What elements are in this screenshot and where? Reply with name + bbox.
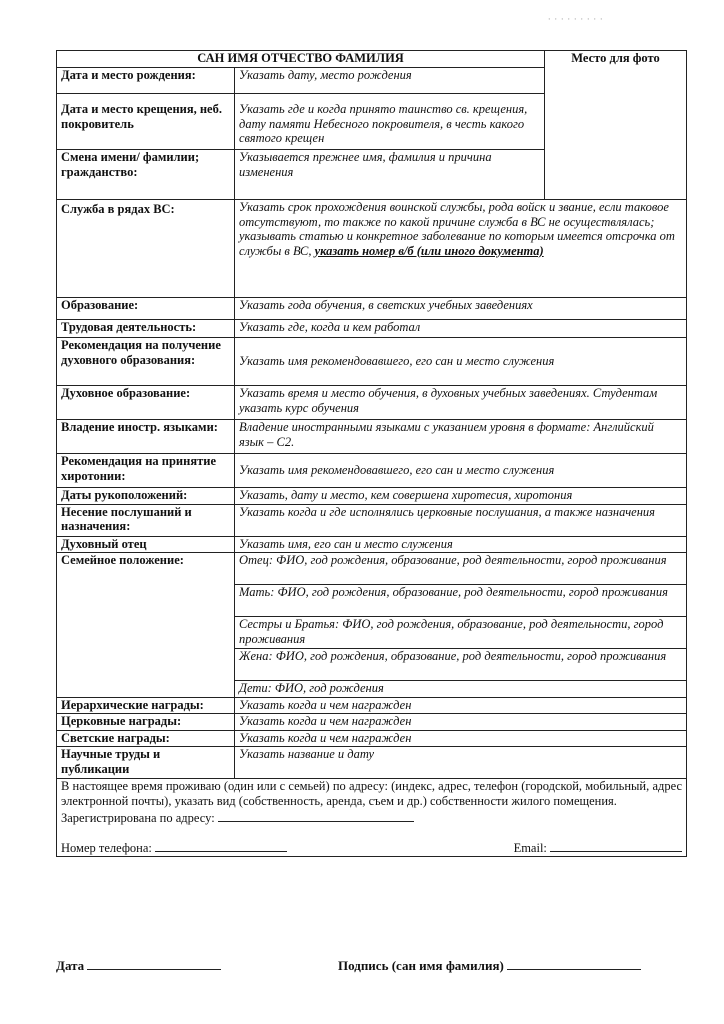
signature-group xyxy=(338,958,641,974)
ordination-dates-label: Даты рукоположений: xyxy=(57,488,235,505)
recommendation-value: Указать имя рекомендовавшего, его сан и место служения xyxy=(235,338,687,386)
baptism-label: Дата и место крещения, неб. покровитель xyxy=(57,94,235,150)
name-change-label: Смена имени/ фамилии; гражданство: xyxy=(57,150,235,200)
military-value xyxy=(235,200,687,298)
phone-label: Номер телефона: xyxy=(61,840,152,855)
military-label: Служба в рядах ВС: xyxy=(57,200,235,298)
education-label: Образование: xyxy=(57,298,235,320)
hier-awards-value: Указать когда и чем награжден xyxy=(235,697,687,714)
form-title: САН ИМЯ ОТЧЕСТВО ФАМИЛИЯ xyxy=(57,51,545,68)
scan-mark: · · · · · · · · · xyxy=(548,14,604,24)
duties-value: Указать когда и где исполнялись церковные послушания, а также назначения xyxy=(235,504,687,536)
confessor-label: Духовный отец xyxy=(57,536,235,553)
phone-field[interactable] xyxy=(155,840,287,852)
military-id-note: указать номер в/б (или иного документа) xyxy=(314,243,544,258)
duties-label: Несение послушаний и назначения: xyxy=(57,504,235,536)
contact-line xyxy=(61,840,682,856)
church-awards-value: Указать когда и чем награжден xyxy=(235,714,687,731)
family-siblings: Сестры и Братья: ФИО, год рождения, образование, род деятельности, город проживания xyxy=(235,617,687,649)
family-wife: Жена: ФИО, год рождения, образование, род деятельности, город проживания xyxy=(235,649,687,681)
secular-awards-value: Указать когда и чем награжден xyxy=(235,730,687,747)
ordination-rec-value: Указать имя рекомендовавшего, его сан и место служения xyxy=(235,454,687,488)
signature-field[interactable] xyxy=(507,958,641,970)
signature-label: Подпись (сан имя фамилия) xyxy=(338,958,504,973)
confessor-value: Указать имя, его сан и место служения xyxy=(235,536,687,553)
phone-group xyxy=(61,840,287,856)
ordination-dates-value: Указать, дату и место, кем совершена хиротесия, хиротония xyxy=(235,488,687,505)
date-label: Дата xyxy=(56,958,85,973)
questionnaire-table xyxy=(56,50,687,857)
address-text: В настоящее время проживаю (один или с семьей) по адресу: (индекс, адрес, телефон (городской, мобильный, адрес электронной почты), указать вид (собственность, аренда, съем и др.) собственности жилого помещения. xyxy=(61,779,683,808)
photo-placeholder: Место для фото xyxy=(545,51,687,200)
church-awards-label: Церковные награды: xyxy=(57,714,235,731)
family-mother: Мать: ФИО, год рождения, образование, род деятельности, город проживания xyxy=(235,585,687,617)
family-father: Отец: ФИО, год рождения, образование, род деятельности, город проживания xyxy=(235,553,687,585)
name-change-value: Указывается прежнее имя, фамилия и причина изменения xyxy=(235,150,545,200)
registered-label: Зарегистрирована по адресу: xyxy=(61,811,215,825)
registered-field[interactable] xyxy=(218,810,414,822)
address-section xyxy=(57,779,687,857)
date-field[interactable] xyxy=(87,958,221,970)
hier-awards-label: Иерархические награды: xyxy=(57,697,235,714)
publications-label: Научные труды и публикации xyxy=(57,747,235,779)
family-children: Дети: ФИО, год рождения xyxy=(235,681,687,698)
ordination-rec-label: Рекомендация на принятие хиротонии: xyxy=(57,454,235,488)
email-group xyxy=(514,840,682,856)
secular-awards-label: Светские награды: xyxy=(57,730,235,747)
birth-label: Дата и место рождения: xyxy=(57,68,235,94)
registered-line xyxy=(61,810,682,826)
recommendation-label: Рекомендация на получение духовного образования: xyxy=(57,338,235,386)
family-label: Семейное положение: xyxy=(57,553,235,698)
birth-value: Указать дату, место рождения xyxy=(235,68,545,94)
email-label: Email: xyxy=(513,840,547,855)
work-value: Указать где, когда и кем работал xyxy=(235,320,687,338)
languages-label: Владение иностр. языками: xyxy=(57,420,235,454)
baptism-value: Указать где и когда принято таинство св. крещения, дату памяти Небесного покровителя, в честь какого святого крещен xyxy=(235,94,545,150)
military-text: Указать срок прохождения воинской службы, рода войск и звание, если таковое отсутствуют, то также по какой причине служба в ВС не осуществлялась; указывать статью и конкретное заболевание по которым имеется отсрочка от службы в ВС, xyxy=(239,200,675,258)
education-value: Указать года обучения, в светских учебных заведениях xyxy=(235,298,687,320)
languages-value: Владение иностранными языками с указанием уровня в формате: Английский язык – С2. xyxy=(235,420,687,454)
spiritual-edu-label: Духовное образование: xyxy=(57,386,235,420)
spiritual-edu-value: Указать время и место обучения, в духовных учебных заведениях. Студентам указать курс обучения xyxy=(235,386,687,420)
email-field[interactable] xyxy=(550,840,682,852)
date-group xyxy=(56,958,221,974)
publications-value: Указать название и дату xyxy=(235,747,687,779)
work-label: Трудовая деятельность: xyxy=(57,320,235,338)
